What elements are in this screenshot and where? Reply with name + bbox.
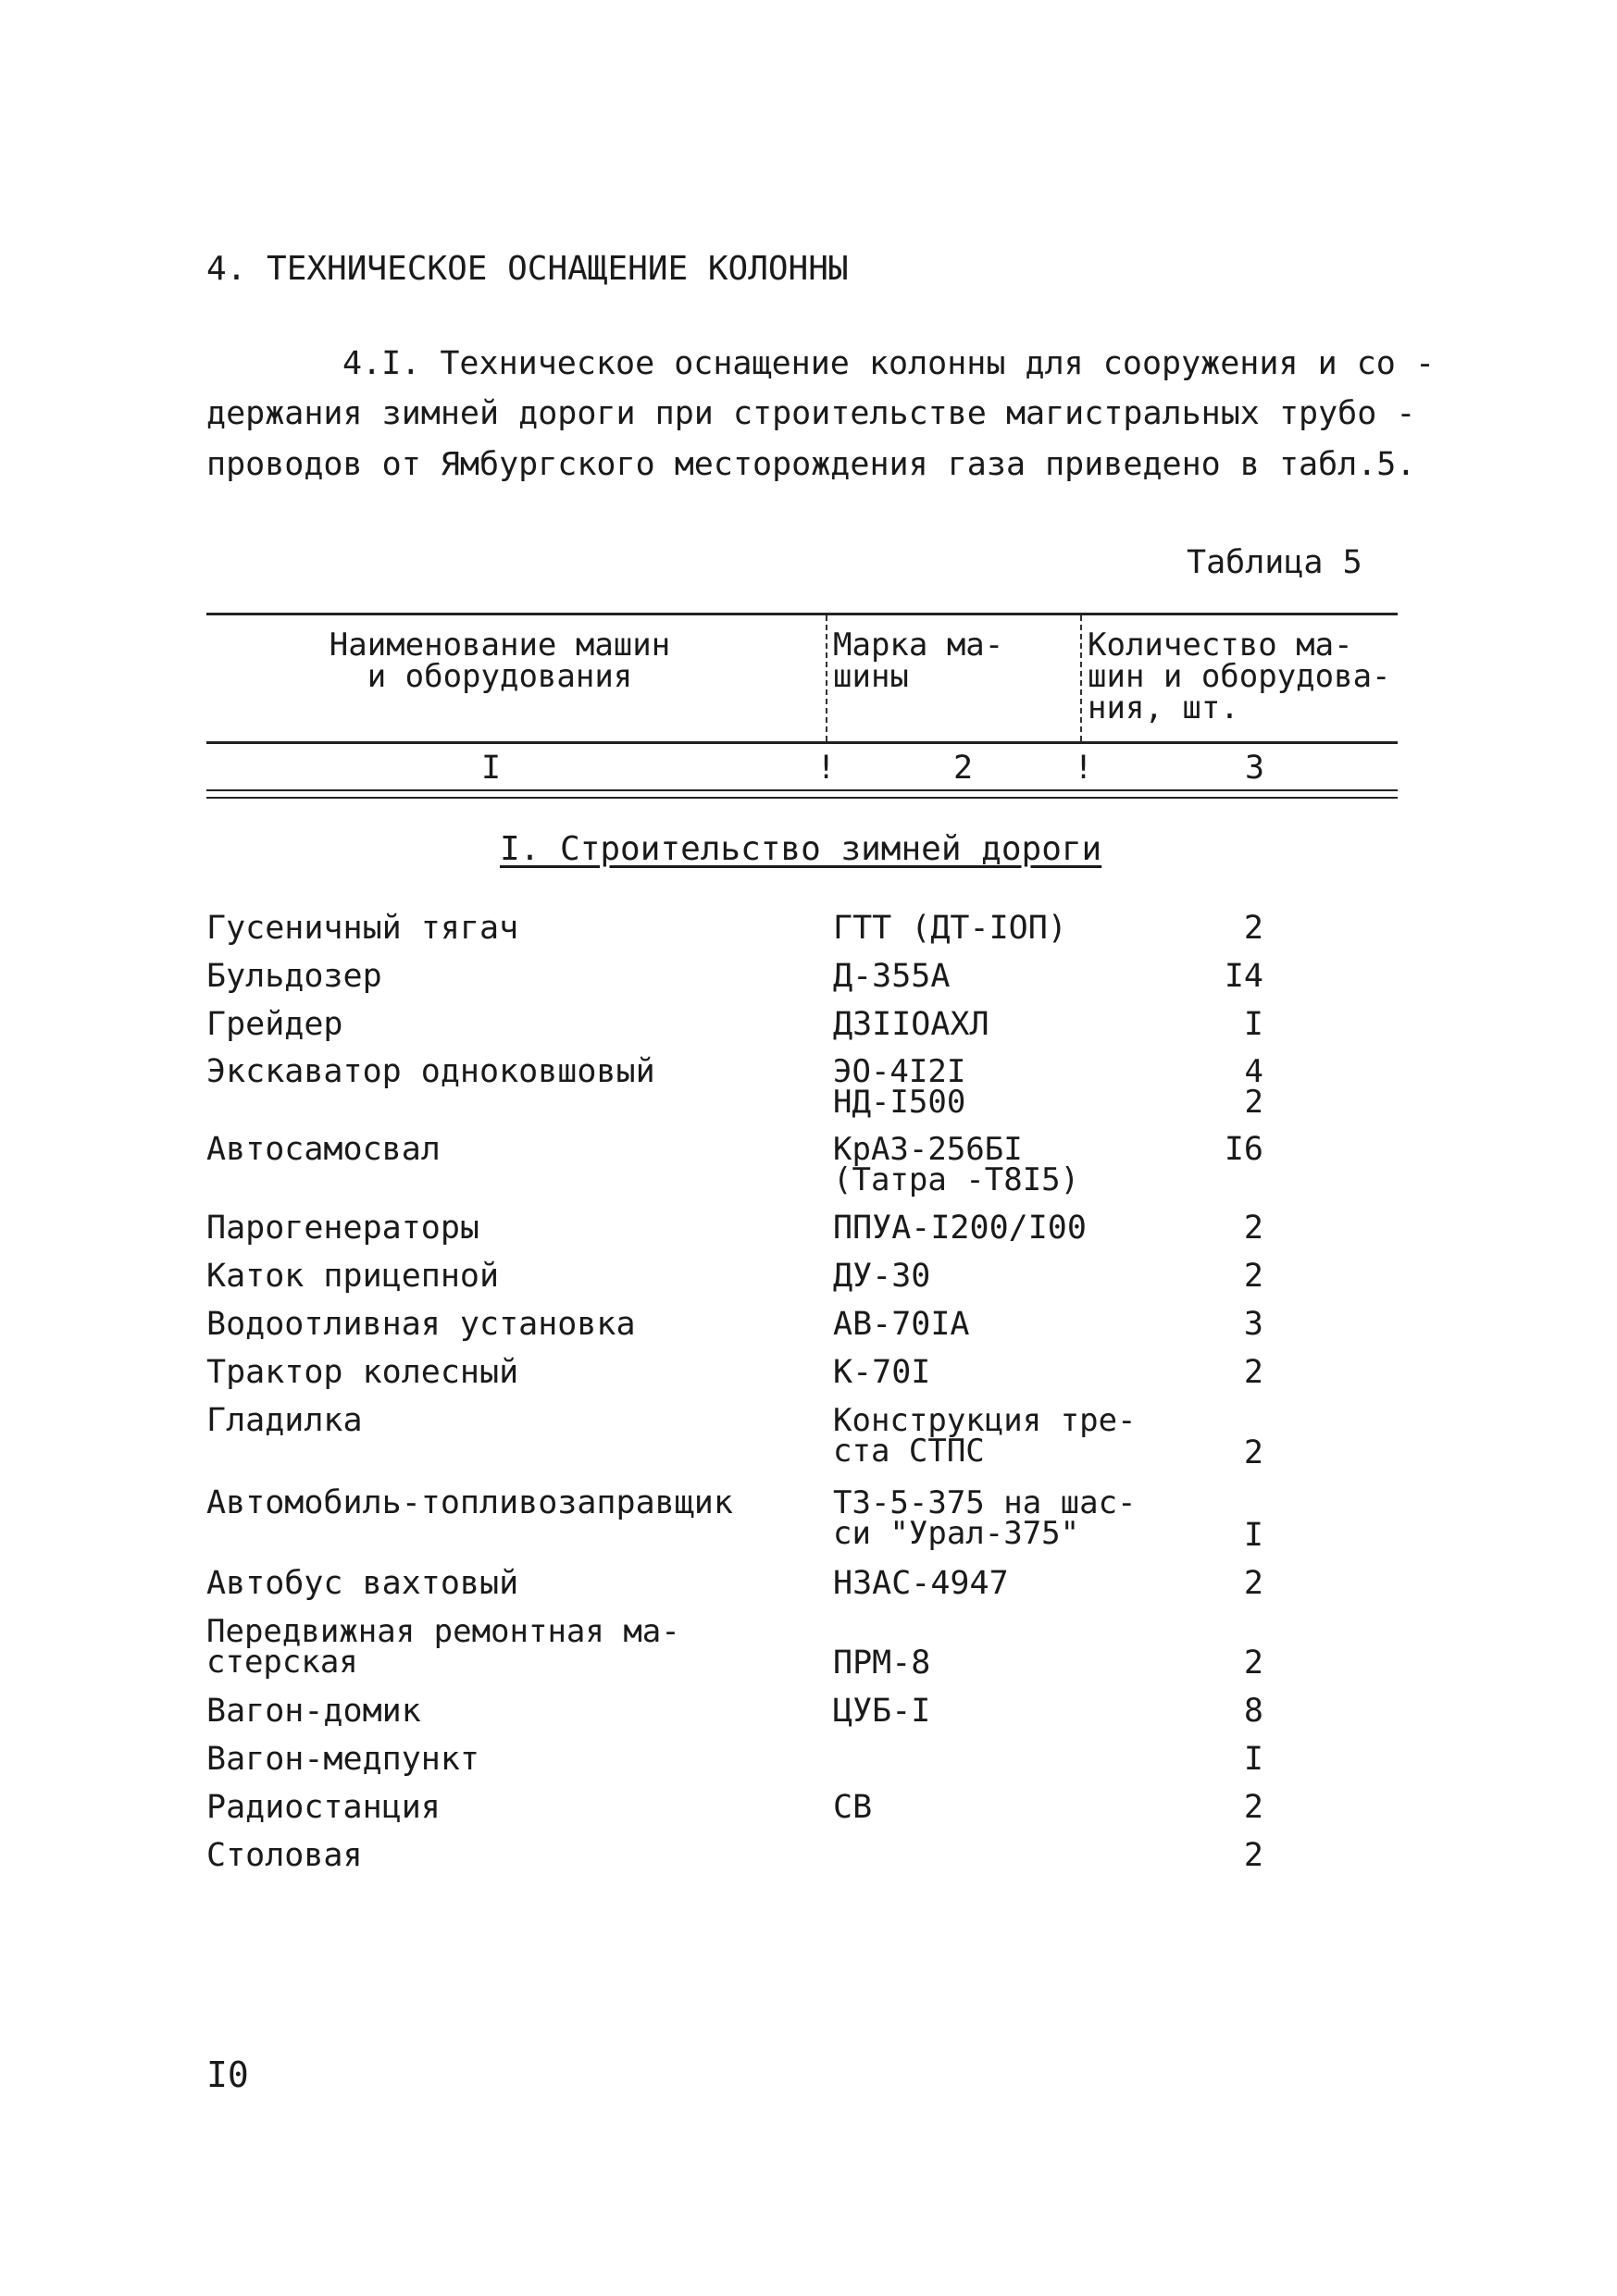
- row-mark: Конструкция тре-: [833, 1402, 1137, 1439]
- row-name: Передвижная ремонтная ма-: [206, 1613, 680, 1650]
- row-name: Радиостанция: [206, 1789, 441, 1826]
- row-mark: (Татра -Т8I5): [833, 1161, 1080, 1198]
- column-number: 2: [953, 750, 974, 787]
- row-name: Столовая: [206, 1837, 363, 1874]
- row-quantity: 2: [1243, 1837, 1263, 1874]
- row-mark: ППУА-I200/I00: [833, 1210, 1087, 1247]
- table-rule: [206, 789, 1398, 791]
- row-mark: СВ: [833, 1789, 873, 1826]
- column-separator: !: [816, 750, 837, 787]
- row-quantity: I4: [1224, 958, 1263, 995]
- subsection-title: I. Строительство зимней дороги: [500, 830, 1102, 868]
- header-name: Наименование машин и оборудования: [329, 627, 671, 695]
- row-name: Вагон-домик: [206, 1693, 421, 1730]
- row-quantity: 2: [1244, 1084, 1263, 1121]
- paragraph-line: проводов от Ямбургского месторождения газа приведено в табл.5.: [206, 446, 1416, 483]
- row-mark: ЦУБ-I: [833, 1693, 931, 1730]
- row-mark: ста СТПС: [833, 1433, 985, 1470]
- row-name: Водоотливная установка: [206, 1306, 636, 1343]
- row-quantity: 2: [1243, 1565, 1263, 1602]
- row-mark: КрАЗ-256БI: [833, 1131, 1023, 1168]
- page-number: I0: [206, 2054, 249, 2095]
- column-divider: [1080, 615, 1082, 741]
- row-quantity: 2: [1243, 1789, 1263, 1826]
- row-name: Автосамосвал: [206, 1131, 441, 1168]
- row-name: Трактор колесный: [206, 1354, 519, 1391]
- row-name: Автобус вахтовый: [206, 1565, 519, 1602]
- row-quantity: I: [1243, 1006, 1263, 1043]
- row-mark: НД-I500: [833, 1084, 966, 1121]
- row-mark: ТЗ-5-375 на шас-: [833, 1484, 1137, 1521]
- row-name: Экскаватор одноковшовый: [206, 1053, 655, 1090]
- row-name: Вагон-медпункт: [206, 1741, 480, 1778]
- row-quantity: 2: [1243, 1354, 1263, 1391]
- row-mark: ПРМ-8: [833, 1644, 931, 1682]
- row-quantity: I: [1243, 1517, 1263, 1554]
- column-number: I: [481, 750, 502, 787]
- row-quantity: 2: [1243, 1434, 1263, 1471]
- section-heading: 4. ТЕХНИЧЕСКОЕ ОСНАЩЕНИЕ КОЛОННЫ: [206, 250, 849, 288]
- row-name: Каток прицепной: [206, 1258, 500, 1295]
- row-mark: К-70I: [833, 1354, 931, 1391]
- table-rule: [206, 797, 1398, 799]
- row-name: Бульдозер: [206, 958, 382, 995]
- table-top-rule: [206, 613, 1398, 615]
- row-quantity: I: [1243, 1741, 1263, 1778]
- row-mark: ДЗIIОАХЛ: [833, 1006, 989, 1043]
- row-name: стерская: [206, 1644, 358, 1681]
- table-caption: Таблица 5: [1187, 544, 1362, 581]
- column-divider: [826, 615, 827, 741]
- row-quantity: 2: [1243, 1210, 1263, 1247]
- row-mark: ЭО-4I2I: [833, 1053, 966, 1090]
- column-number: 3: [1245, 750, 1265, 787]
- column-separator: !: [1074, 750, 1094, 787]
- row-quantity: 2: [1243, 910, 1263, 947]
- paragraph-line: 4.I. Техническое оснащение колонны для сооружения и со -: [342, 345, 1436, 382]
- row-name: Парогенераторы: [206, 1210, 480, 1247]
- row-quantity: I6: [1224, 1131, 1263, 1168]
- row-name: Гусеничный тягач: [206, 910, 519, 947]
- row-quantity: 8: [1243, 1693, 1263, 1730]
- row-mark: НЗАС-4947: [833, 1565, 1009, 1602]
- row-name: Грейдер: [206, 1006, 343, 1043]
- row-name: Автомобиль-топливозаправщик: [206, 1484, 733, 1521]
- row-mark: АВ-70IА: [833, 1306, 970, 1343]
- paragraph-line: держания зимней дороги при строительстве магистральных трубо -: [206, 395, 1416, 432]
- header-quantity: Количество ма- шин и оборудова- ния, шт.: [1088, 627, 1391, 726]
- row-quantity: 3: [1243, 1306, 1263, 1343]
- row-quantity: 2: [1243, 1644, 1263, 1682]
- row-quantity: 4: [1244, 1053, 1263, 1090]
- row-mark: ГТТ (ДТ-IОП): [833, 910, 1067, 947]
- header-mark: Марка ма- шины: [833, 627, 1004, 695]
- row-quantity: 2: [1243, 1258, 1263, 1295]
- row-mark: си "Урал-375": [833, 1515, 1080, 1552]
- row-mark: ДУ-30: [833, 1258, 931, 1295]
- row-mark: Д-355А: [833, 958, 951, 995]
- row-name: Гладилка: [206, 1402, 363, 1439]
- header-rule: [206, 741, 1398, 744]
